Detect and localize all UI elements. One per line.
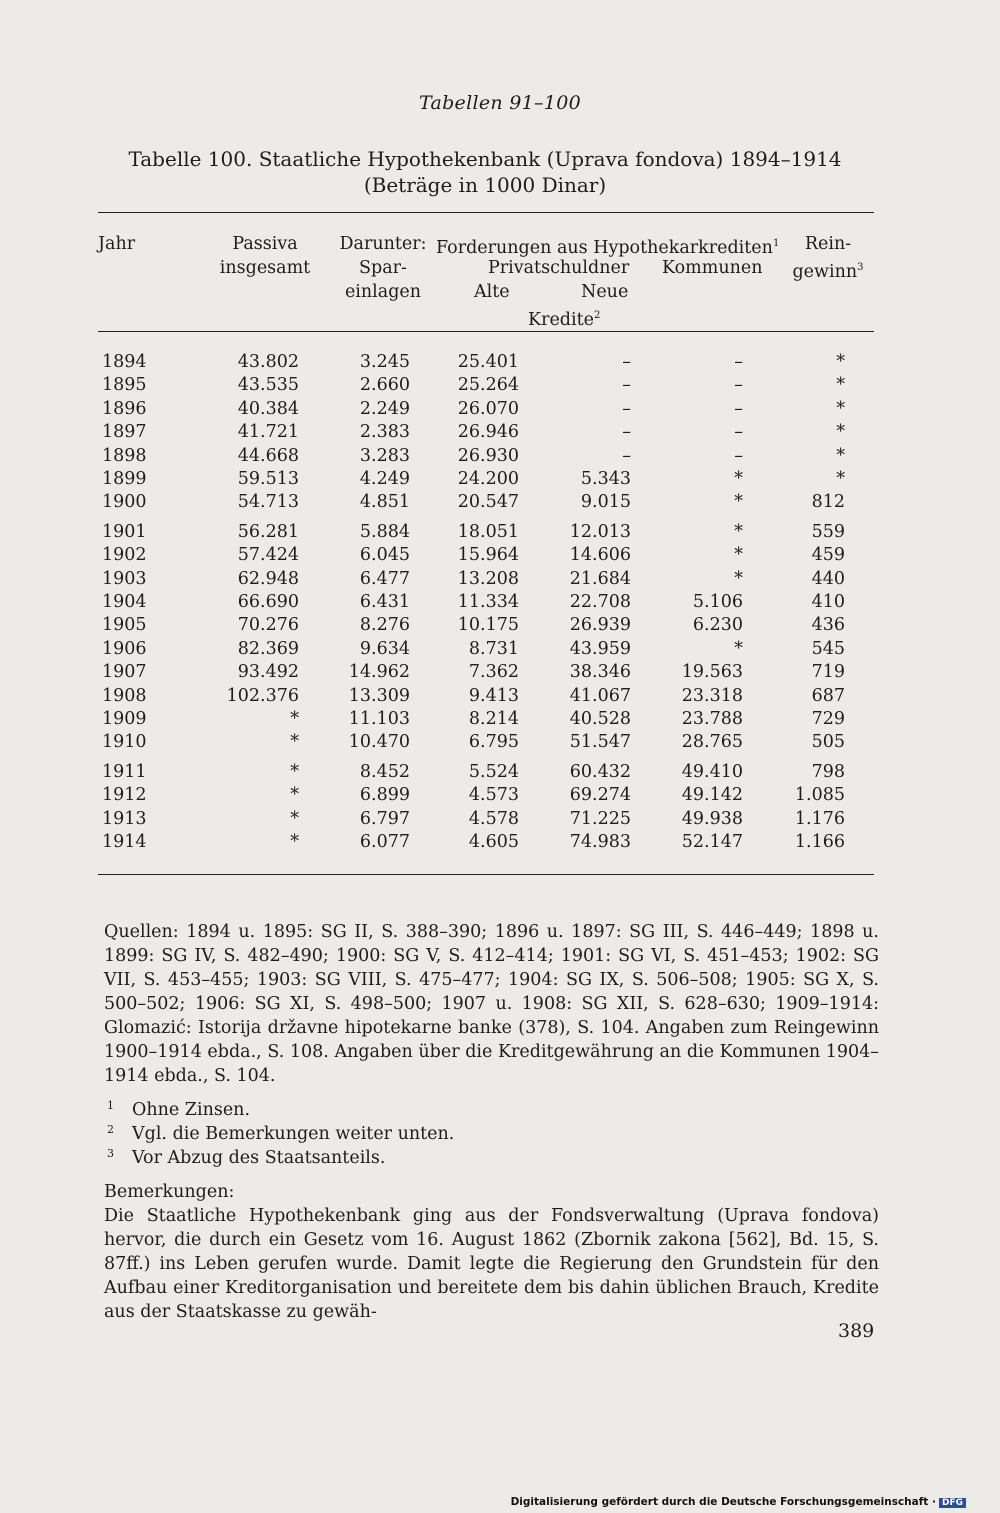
cell-sparanlagen: 8.452 [359,761,410,782]
cell-passiva: 82.369 [237,638,299,659]
header-darunter-line2: Spar- [359,258,407,278]
cell-jahr: 1912 [102,785,147,806]
cell-reingewinn: 687 [811,685,845,706]
footnote-3-number: 3 [107,1147,114,1160]
cell-jahr: 1911 [102,761,147,782]
cell-sparanlagen: 10.470 [348,732,410,753]
footnote-1 [104,1098,704,1122]
cell-kommunen: 49.410 [681,761,743,782]
cell-alte: 13.208 [457,568,519,589]
cell-alte: 10.175 [457,615,519,636]
cell-kommunen: * [734,568,743,589]
cell-sparanlagen: 6.477 [359,568,410,589]
cell-reingewinn: 798 [811,761,845,782]
cell-reingewinn: 812 [811,492,845,513]
cell-kommunen: 23.318 [681,685,743,706]
cell-kommunen: * [734,521,743,542]
cell-neue: 60.432 [569,761,631,782]
cell-passiva: * [290,709,299,729]
cell-alte: 4.578 [468,808,519,829]
cell-jahr: 1908 [102,685,147,706]
cell-passiva: 66.690 [237,592,299,612]
cell-neue: 40.528 [569,709,631,729]
cell-kommunen: 23.788 [681,709,743,729]
cell-neue: – [622,352,631,372]
cell-neue: 14.606 [569,545,631,566]
cell-passiva: * [290,732,299,753]
cell-neue: 12.013 [569,521,631,542]
cell-sparanlagen: 8.276 [359,615,410,636]
cell-passiva: 70.276 [237,615,299,636]
cell-passiva: 44.668 [237,445,299,466]
header-passiva [210,232,320,280]
cell-passiva: 54.713 [237,492,299,513]
cell-reingewinn: * [836,445,845,466]
cell-jahr: 1895 [102,375,147,396]
table-top-rule [98,212,874,213]
cell-reingewinn: 459 [811,545,845,566]
cell-alte: 26.070 [457,398,519,419]
cell-jahr: 1894 [102,352,147,372]
cell-reingewinn: 719 [811,662,845,683]
footnote-3-text: Vor Abzug des Staatsanteils. [132,1148,386,1168]
cell-sparanlagen: 13.309 [348,685,410,706]
cell-reingewinn: 410 [811,592,845,612]
cell-reingewinn: * [836,375,845,396]
cell-passiva: * [290,832,299,852]
header-privatschuldner: Privatschuldner [488,258,630,278]
cell-passiva: 57.424 [237,545,299,566]
header-darunter [335,232,431,304]
cell-sparanlagen: 2.383 [359,422,410,443]
header-kredite-text: Kredite [528,310,594,330]
cell-alte: 15.964 [457,545,519,566]
cell-sparanlagen: 9.634 [359,638,410,659]
dfg-logo: DFG [939,1498,966,1508]
cell-kommunen: 49.938 [681,808,743,829]
cell-neue: 9.015 [580,492,631,513]
cell-passiva: 40.384 [237,398,299,419]
cell-neue: 43.959 [569,638,631,659]
cell-jahr: 1906 [102,638,147,659]
cell-jahr: 1897 [102,422,147,443]
cell-jahr: 1909 [102,709,147,729]
cell-alte: 5.524 [468,761,519,782]
cell-kommunen: * [734,492,743,513]
header-jahr: Jahr [98,234,136,254]
cell-sparanlagen: 2.660 [359,375,410,396]
footnote-3 [104,1146,704,1170]
cell-neue: 41.067 [569,685,631,706]
table-header-rule [98,331,874,332]
cell-sparanlagen: 6.431 [359,592,410,612]
cell-reingewinn: 559 [811,521,845,542]
cell-neue: 74.983 [569,832,631,852]
cell-reingewinn: 545 [811,638,845,659]
cell-neue: 38.346 [569,662,631,683]
cell-passiva: 43.535 [237,375,299,396]
cell-alte: 6.795 [468,732,519,753]
cell-passiva: 59.513 [237,469,299,489]
footer-credit-text: Digitalisierung gefördert durch die Deutsche Forschungsgemeinschaft · [510,1496,936,1508]
cell-kommunen: 28.765 [681,732,743,753]
cell-alte: 20.547 [457,492,519,513]
cell-passiva: 62.948 [237,568,299,589]
cell-alte: 26.946 [457,422,519,443]
cell-kommunen: 19.563 [681,662,743,683]
cell-kommunen: 5.106 [692,592,743,612]
cell-passiva: 41.721 [237,422,299,443]
cell-neue: 22.708 [569,592,631,612]
running-head: Tabellen 91–100 [418,92,582,114]
cell-kommunen: 6.230 [692,615,743,636]
cell-neue: – [622,445,631,466]
cell-passiva: * [290,761,299,782]
header-kommunen: Kommunen [662,258,763,278]
table-bottom-rule [98,874,874,875]
cell-jahr: 1901 [102,521,147,542]
cell-jahr: 1899 [102,469,147,489]
cell-sparanlagen: 6.077 [359,832,410,852]
header-reingewinn-line1: Rein- [804,234,852,254]
header-passiva-line2: insgesamt [219,258,311,278]
cell-jahr: 1904 [102,592,147,612]
remarks-label: Bemerkungen: [104,1182,235,1202]
cell-kommunen: – [734,398,743,419]
cell-neue: – [622,398,631,419]
cell-neue: – [622,422,631,443]
cell-sparanlagen: 3.283 [359,445,410,466]
cell-sparanlagen: 6.797 [359,808,410,829]
footnote-2-number: 2 [107,1123,114,1136]
cell-jahr: 1898 [102,445,147,466]
footnotes [104,1098,704,1170]
cell-alte: 4.605 [468,832,519,852]
header-reingewinn [782,232,874,284]
cell-neue: 51.547 [569,732,631,753]
table-title-line1: Tabelle 100. Staatliche Hypothekenbank (Uprava fondova) 1894–1914 [128,147,842,171]
cell-kommunen: 49.142 [681,785,743,806]
cell-alte: 24.200 [457,469,519,489]
cell-jahr: 1905 [102,615,147,636]
cell-jahr: 1900 [102,492,147,513]
cell-alte: 8.731 [468,638,519,659]
cell-neue: 69.274 [569,785,631,806]
cell-passiva: * [290,785,299,806]
cell-sparanlagen: 14.962 [348,662,410,683]
cell-passiva: 43.802 [237,352,299,372]
cell-alte: 8.214 [468,709,519,729]
sources-paragraph: Quellen: 1894 u. 1895: SG II, S. 388–390; 1896 u. 1897: SG III, S. 446–449; 1898 u. 1899: SG IV, S. 482–490; 1900: SG V, S. 412–414; 1901: SG VI, S. 451–453; 1902: SG VII, S. 453–455; 1903: SG VIII, S. 475–477; 1904: SG IX, S. 506–508; 1905: SG X, S. 500–502; 1906: SG XI, S. 498–500; 1907 u. 1908: SG XII, S. 628–630; 1909–1914: Glomazić: Istorija državne hipotekarne banke (378), S. 104. Angaben zum Reingewinn 1900–1914 ebda., S. 108. Angaben über die Kreditgewährung an die Kommunen 1904–1914 ebda., S. 104. [104,922,879,1086]
header-forderungen-sup: 1 [772,238,780,249]
cell-kommunen: – [734,375,743,396]
cell-passiva: * [290,808,299,829]
cell-kommunen: 52.147 [681,832,743,852]
cell-jahr: 1914 [102,832,147,852]
header-reingewinn-line2 [782,256,874,284]
cell-alte: 26.930 [457,445,519,466]
cell-alte: 18.051 [457,521,519,542]
footnote-1-text: Ohne Zinsen. [132,1100,251,1120]
cell-sparanlagen: 2.249 [359,398,410,419]
cell-alte: 11.334 [457,592,519,612]
cell-kommunen: * [734,469,743,489]
cell-jahr: 1903 [102,568,147,589]
cell-neue: – [622,375,631,396]
cell-reingewinn: 729 [811,709,845,729]
footer-credit [511,1496,966,1508]
cell-reingewinn: 505 [811,732,845,753]
cell-neue: 21.684 [569,568,631,589]
table-title [100,146,870,198]
cell-reingewinn: 1.085 [794,785,845,806]
cell-jahr: 1913 [102,808,147,829]
cell-sparanlagen: 3.245 [359,352,410,372]
footnote-1-number: 1 [107,1099,114,1112]
cell-sparanlagen: 5.884 [359,521,410,542]
footnote-2-text: Vgl. die Bemerkungen weiter unten. [132,1124,455,1144]
cell-kommunen: – [734,352,743,372]
header-passiva-line1: Passiva [232,234,298,254]
cell-reingewinn: * [836,469,845,489]
cell-kommunen: – [734,445,743,466]
page-number: 389 [838,1320,875,1342]
header-reingewinn-text: gewinn [792,262,858,282]
cell-jahr: 1907 [102,662,147,683]
remarks-paragraph: Die Staatliche Hypothekenbank ging aus der Fondsverwaltung (Uprava fondova) hervor, die durch ein Gesetz vom 16. August 1862 (Zbornik zakona [562], Bd. 15, S. 87ff.) ins Leben gerufen wurde. Damit legte die Regierung den Grundstein für den Aufbau einer Kreditorganisation und bereitete dem bis dahin üblichen Brauch, Kredite aus der Staatskasse zu gewäh- [104,1206,879,1322]
header-darunter-line1: Darunter: [339,234,427,254]
cell-kommunen: – [734,422,743,443]
cell-sparanlagen: 6.045 [359,545,410,566]
cell-jahr: 1902 [102,545,147,566]
cell-kommunen: * [734,545,743,566]
cell-passiva: 93.492 [237,662,299,683]
cell-neue: 71.225 [569,808,631,829]
cell-sparanlagen: 4.249 [359,469,410,489]
cell-sparanlagen: 6.899 [359,785,410,806]
cell-passiva: 102.376 [226,685,299,706]
cell-kommunen: * [734,638,743,659]
header-alte: Alte [474,282,510,302]
cell-neue: 26.939 [569,615,631,636]
header-kredite [528,304,600,332]
cell-passiva: 56.281 [237,521,299,542]
cell-reingewinn: 436 [811,615,845,636]
cell-alte: 4.573 [468,785,519,806]
header-neue: Neue [581,282,629,302]
cell-alte: 25.264 [457,375,519,396]
cell-neue: 5.343 [580,469,631,489]
cell-alte: 9.413 [468,685,519,706]
cell-alte: 7.362 [468,662,519,683]
footnote-2 [104,1122,704,1146]
cell-sparanlagen: 4.851 [359,492,410,513]
header-kredite-sup: 2 [593,310,601,321]
cell-jahr: 1896 [102,398,147,419]
header-reingewinn-sup: 3 [857,262,864,273]
cell-reingewinn: * [836,422,845,443]
cell-reingewinn: 1.176 [794,808,845,829]
cell-jahr: 1910 [102,732,147,753]
table-title-line2: (Beträge in 1000 Dinar) [363,173,607,197]
header-darunter-line3: einlagen [344,282,422,302]
cell-reingewinn: 440 [811,568,845,589]
cell-reingewinn: * [836,352,845,372]
header-forderungen-text: Forderungen aus Hypothekarkrediten [436,238,773,258]
cell-sparanlagen: 11.103 [348,709,410,729]
cell-reingewinn: * [836,398,845,419]
cell-alte: 25.401 [457,352,519,372]
cell-reingewinn: 1.166 [794,832,845,852]
